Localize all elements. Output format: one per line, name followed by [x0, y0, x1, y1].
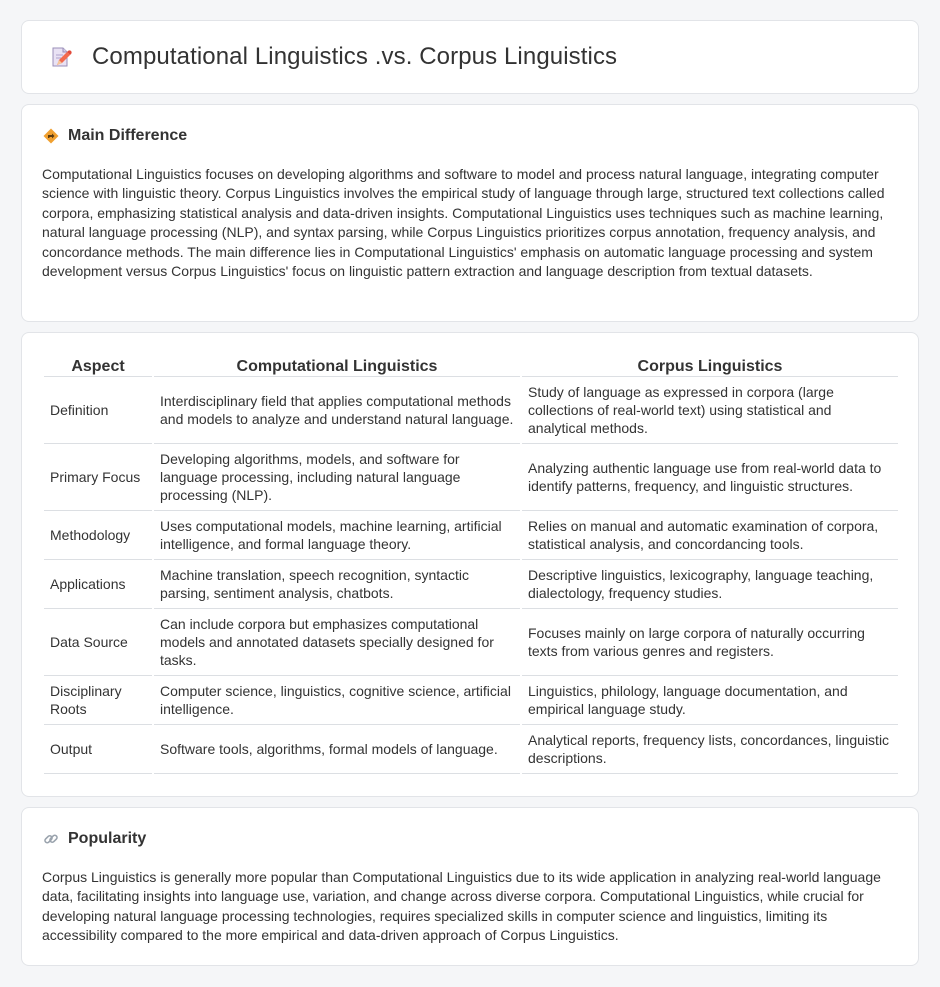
header-corpus: Corpus Linguistics: [522, 351, 898, 377]
corpus-cell: Focuses mainly on large corpora of naturally occurring texts from various genres and registers.: [522, 609, 898, 676]
popularity-text: Corpus Linguistics is generally more popular than Computational Linguistics due to its wide application in analyzing real-world language data, facilitating insights into language use, variation, and change across diverse corpora. Computational Linguistics, while crucial for developing natural language processing technologies, requires specialized skills in computer science and linguistics, limiting its accessibility compared to the more empirical and data-driven approach of Corpus Linguistics.: [42, 869, 881, 944]
aspect-cell: Primary Focus: [44, 444, 152, 511]
aspect-cell: Definition: [44, 377, 152, 444]
computational-cell: Software tools, algorithms, formal models of language.: [154, 725, 520, 774]
corpus-cell: Relies on manual and automatic examination of corpora, statistical analysis, and concordancing tools.: [522, 511, 898, 560]
document-pencil-icon: [48, 45, 72, 69]
computational-cell: Uses computational models, machine learning, artificial intelligence, and formal language theory.: [154, 511, 520, 560]
table-header-row: [44, 351, 898, 377]
page-title: Computational Linguistics .vs. Corpus Linguistics: [92, 43, 618, 70]
table-row: [44, 511, 898, 560]
computational-cell: Machine translation, speech recognition, syntactic parsing, sentiment analysis, chatbots.: [154, 560, 520, 609]
aspect-cell: Disciplinary Roots: [44, 676, 152, 725]
header-computational: Computational Linguistics: [154, 351, 520, 377]
title-card: [21, 20, 919, 94]
corpus-cell: Descriptive linguistics, lexicography, language teaching, dialectology, frequency studies.: [522, 560, 898, 609]
computational-cell: Computer science, linguistics, cognitive science, artificial intelligence.: [154, 676, 520, 725]
popularity-section: [21, 807, 919, 966]
corpus-cell: Study of language as expressed in corpora (large collections of real-world text) using statistical and analytical methods.: [522, 377, 898, 444]
table-row: [44, 444, 898, 511]
comparison-table: [42, 351, 900, 774]
computational-cell: Interdisciplinary field that applies computational methods and models to analyze and understand natural language.: [154, 377, 520, 444]
link-icon: [43, 831, 59, 847]
aspect-cell: Data Source: [44, 609, 152, 676]
table-row: [44, 725, 898, 774]
popularity-heading: Popularity: [68, 830, 147, 847]
diamond-sign-icon: [43, 128, 59, 144]
corpus-cell: Analytical reports, frequency lists, concordances, linguistic descriptions.: [522, 725, 898, 774]
table-row: [44, 676, 898, 725]
comparison-section: [21, 332, 919, 797]
main-difference-heading: Main Difference: [68, 127, 188, 144]
aspect-cell: Output: [44, 725, 152, 774]
main-difference-section: [21, 104, 919, 322]
aspect-cell: Methodology: [44, 511, 152, 560]
corpus-cell: Analyzing authentic language use from real-world data to identify patterns, frequency, and linguistic structures.: [522, 444, 898, 511]
table-row: [44, 560, 898, 609]
computational-cell: Can include corpora but emphasizes computational models and annotated datasets specially designed for tasks.: [154, 609, 520, 676]
table-row: [44, 609, 898, 676]
header-aspect: Aspect: [44, 351, 152, 377]
corpus-cell: Linguistics, philology, language documentation, and empirical language study.: [522, 676, 898, 725]
aspect-cell: Applications: [44, 560, 152, 609]
table-row: [44, 377, 898, 444]
main-difference-text: Computational Linguistics focuses on developing algorithms and software to model and process natural language, integrating computer science with linguistic theory. Corpus Linguistics involves the empirical study of language through large, structured text collections called corpora, emphasizing statistical analysis and data-driven insights. Computational Linguistics uses techniques such as machine learning, natural language processing (NLP), and syntax parsing, while Corpus Linguistics prioritizes corpus annotation, frequency analysis, and concordance methods. The main difference lies in Computational Linguistics' emphasis on automatic language processing and system development versus Corpus Linguistics' focus on linguistic pattern extraction and language description from textual datasets.: [42, 166, 885, 280]
computational-cell: Developing algorithms, models, and software for language processing, including natural language processing (NLP).: [154, 444, 520, 511]
